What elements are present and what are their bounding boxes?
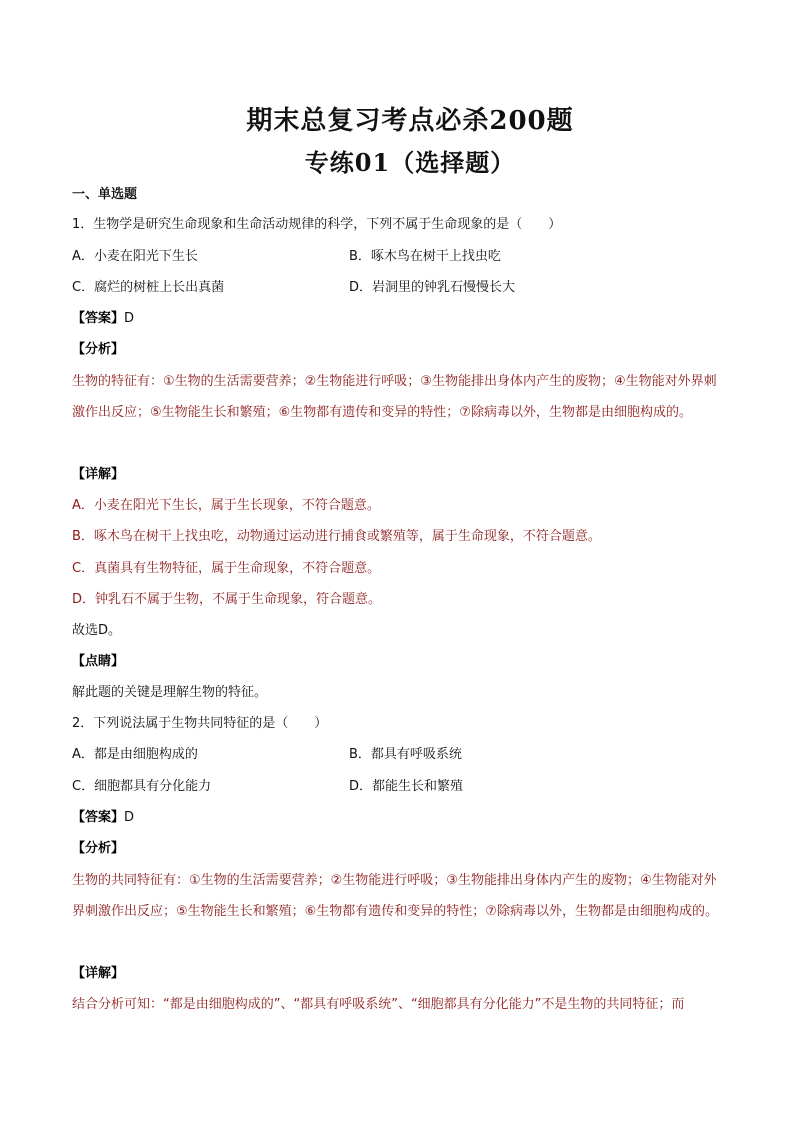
q2-option-b: B．都具有呼吸系统 xyxy=(349,747,462,762)
q2-option-c: C．细胞都具有分化能力 xyxy=(72,779,212,794)
q2-analysis-text: 生物的共同特征有：①生物的生活需要营养；②生物能进行呼吸；③生物能排出身体内产生的废物；④生物能对外界刺激作出反应；⑤生物能生长和繁殖；⑥生物都有遗传和变异的特性；⑦除病毒以外，生物都是由细胞构成的。 xyxy=(72,873,718,919)
q2-stem: 2．下列说法属于生物共同特征的是（ ） xyxy=(72,716,328,731)
page-subtitle: 专练01（选择题） xyxy=(304,148,516,177)
q2-detail-tag: 【详解】 xyxy=(72,966,125,981)
section-heading: 一、单选题 xyxy=(72,187,138,202)
q2-answer xyxy=(72,809,134,827)
answer-tag: 【答案】 xyxy=(72,311,125,326)
q1-analysis-tag: 【分析】 xyxy=(72,342,125,357)
q1-stem: 1．生物学是研究生命现象和生命活动规律的科学，下列不属于生命现象的是（ ） xyxy=(72,217,562,232)
q1-detail-c: C．真菌具有生物特征，属于生命现象，不符合题意。 xyxy=(72,561,381,576)
q2-analysis-tag: 【分析】 xyxy=(72,841,125,856)
page-title: 期末总复习考点必杀200题 xyxy=(246,106,574,136)
q2-option-a: A．都是由细胞构成的 xyxy=(72,747,198,762)
q1-detail-tag: 【详解】 xyxy=(72,467,125,482)
q1-option-a: A．小麦在阳光下生长 xyxy=(72,249,198,264)
q1-answer xyxy=(72,310,134,328)
q1-option-c: C．腐烂的树桩上长出真菌 xyxy=(72,280,225,295)
q1-choose: 故选D。 xyxy=(72,623,122,638)
q1-detail-d: D．钟乳石不属于生物，不属于生命现象，符合题意。 xyxy=(72,592,382,607)
q1-analysis-text: 生物的特征有：①生物的生活需要营养；②生物能进行呼吸；③生物能排出身体内产生的废物；④生物能对外界刺激作出反应；⑤生物能生长和繁殖；⑥生物都有遗传和变异的特性；⑦除病毒以外，生物都是由细胞构成的。 xyxy=(72,374,717,420)
q1-option-d: D．岩洞里的钟乳石慢慢长大 xyxy=(349,280,516,295)
q1-option-b: B．啄木鸟在树干上找虫吃 xyxy=(349,249,501,264)
q1-point-text: 解此题的关键是理解生物的特征。 xyxy=(72,685,268,700)
q1-point-tag: 【点睛】 xyxy=(72,654,125,669)
q2-option-d: D．都能生长和繁殖 xyxy=(349,779,464,794)
answer-value: D xyxy=(124,311,135,326)
q1-detail-b: B．啄木鸟在树干上找虫吃，动物通过运动进行捕食或繁殖等，属于生命现象，不符合题意。 xyxy=(72,529,601,544)
answer-value: D xyxy=(124,810,135,825)
q2-detail-text: 结合分析可知：“都是由细胞构成的”、“都具有呼吸系统”、“细胞都具有分化能力”不是生物的共同特征；而 xyxy=(72,997,685,1012)
answer-tag: 【答案】 xyxy=(72,810,125,825)
q1-detail-a: A．小麦在阳光下生长，属于生长现象，不符合题意。 xyxy=(72,498,380,513)
